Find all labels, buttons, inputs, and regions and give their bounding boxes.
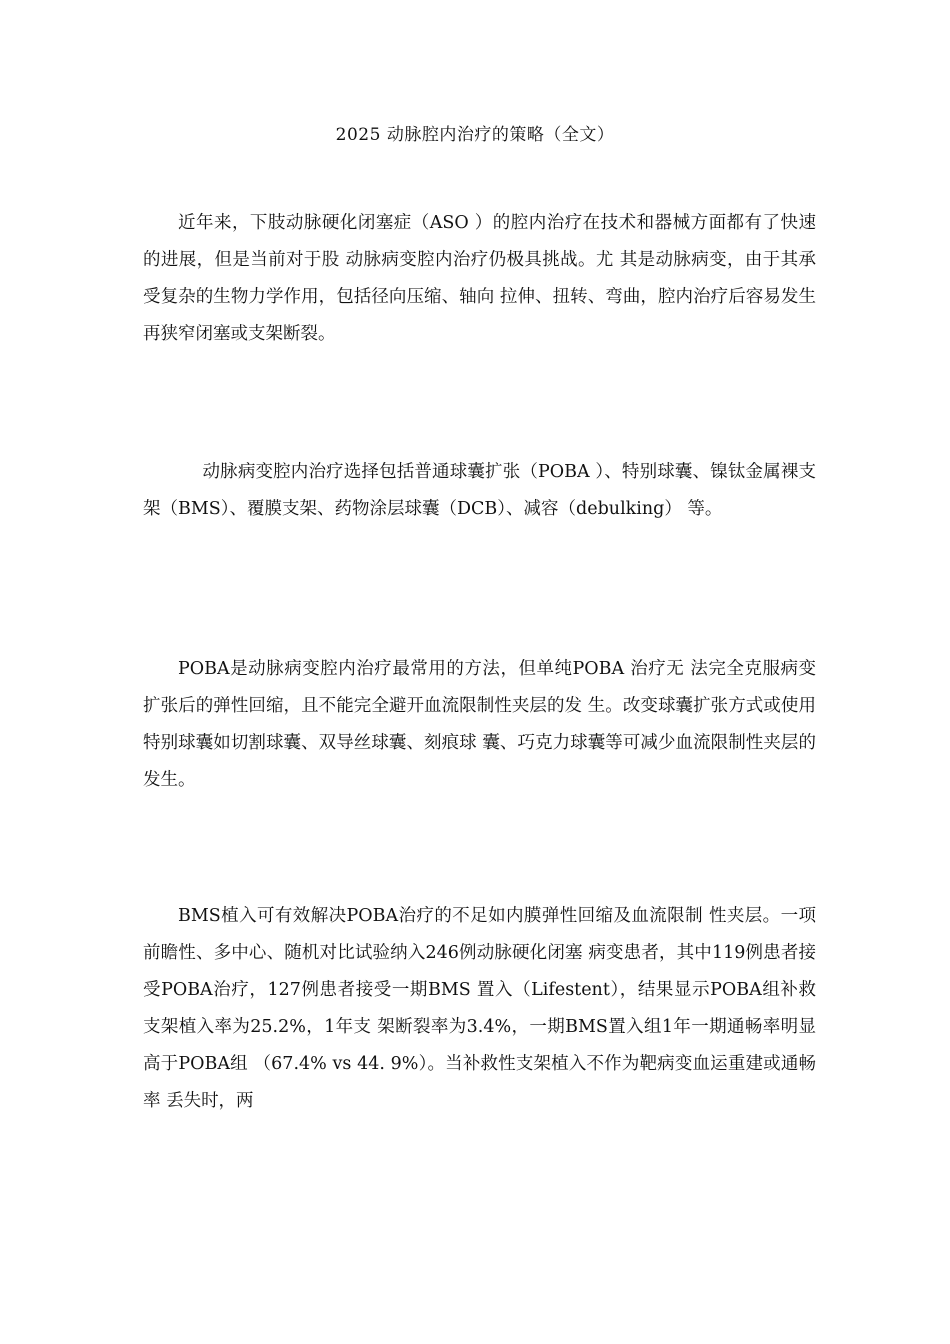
paragraph-bms: BMS植入可有效解决POBA治疗的不足如内膜弹性回缩及血流限制 性夹层。一项前瞻性、多中心、随机对比试验纳入246例动脉硬化闭塞 病变患者，其中119例患者接受POBA治疗，127例患者接受一期BMS 置入（Lifestent），结果显示POBA组补救支架植入率为25.2%，1年支 架断裂率为3.4%，一期BMS置入组1年一期通畅率明显高于POBA组 （67.4% vs 44. 9%）。当补救性支架植入不作为靶病变血运重建或通畅率 丢失时，两	[143, 906, 816, 1111]
paragraph-intro: 近年来，下肢动脉硬化闭塞症（ASO ）的腔内治疗在技术和器械方面都有了快速的进展，但是当前对于股 动脉病变腔内治疗仍极具挑战。尤 其是动脉病变，由于其承受复杂的生物力学作用，包括径向压缩、轴向 拉伸、扭转、弯曲，腔内治疗后容易发生再狭窄闭塞或支架断裂。	[143, 213, 816, 344]
document-title: 2025 动脉腔内治疗的策略（全文）	[335, 125, 615, 145]
paragraph-poba: POBA是动脉病变腔内治疗最常用的方法，但单纯POBA 治疗无 法完全克服病变扩张后的弹性回缩，且不能完全避开血流限制性夹层的发 生。改变球囊扩张方式或使用特别球囊如切割球囊、双导丝球囊、刻痕球 囊、巧克力球囊等可减少血流限制性夹层的发生。	[143, 659, 816, 790]
paragraph-treatment-options: 动脉病变腔内治疗选择包括普通球囊扩张（POBA ）、特别球囊、镍钛金属裸支架（BMS）、覆膜支架、药物涂层球囊（DCB）、减容（debulking） 等。	[143, 462, 816, 519]
